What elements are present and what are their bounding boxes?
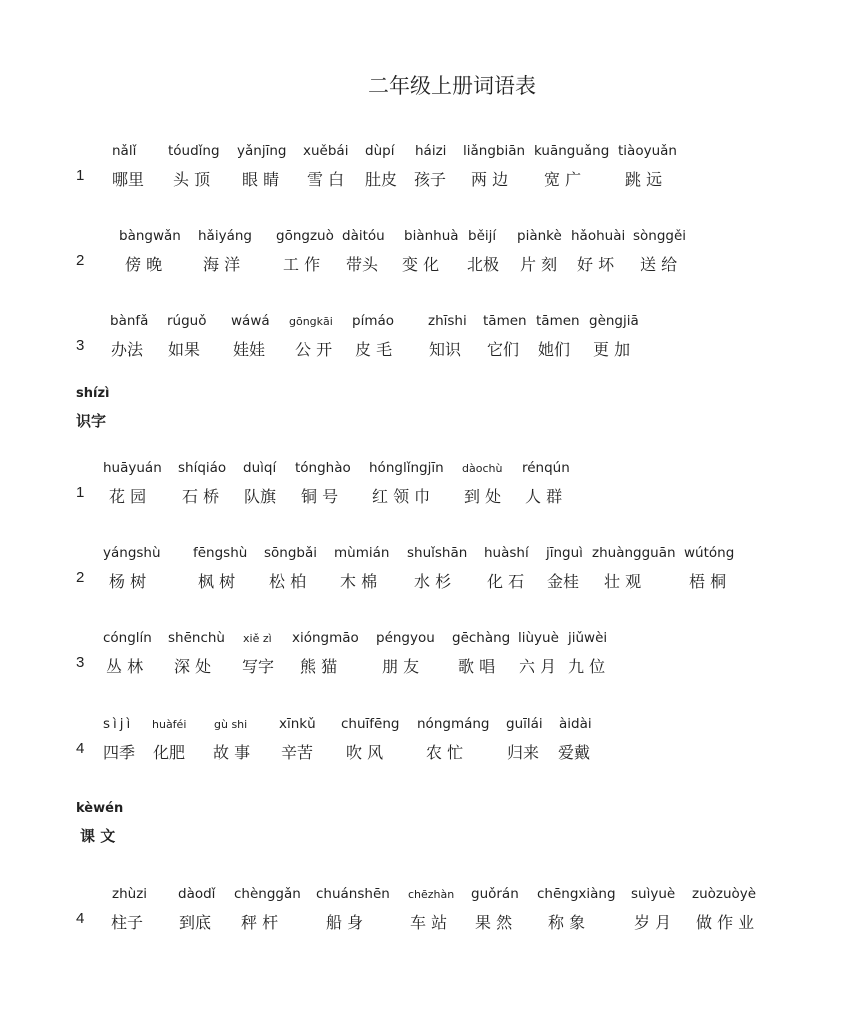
word-pinyin: shíqiáo: [178, 460, 227, 476]
word-pinyin: gèngjiā: [589, 313, 639, 329]
word-hanzi: 跳 远: [625, 170, 663, 189]
word-pinyin: zhīshi: [428, 313, 467, 329]
word-hanzi: 到底: [179, 913, 212, 932]
word-pinyin: tónghào: [295, 460, 351, 476]
word-hanzi: 歌 唱: [458, 657, 496, 676]
word-row-2-4: [0, 716, 860, 776]
row-number: 4: [76, 740, 85, 757]
word-pinyin: jiǔwèi: [568, 630, 608, 646]
word-pinyin: zuòzuòyè: [692, 886, 757, 902]
word-hanzi: 杨 树: [109, 572, 147, 591]
word-pinyin: tāmen: [483, 313, 527, 329]
word-pinyin: liǎngbiān: [463, 143, 526, 159]
word-hanzi: 船 身: [326, 913, 364, 932]
word-hanzi: 红 领 巾: [372, 487, 431, 506]
word-pinyin: jīnguì: [546, 545, 583, 561]
word-pinyin: huàshí: [484, 545, 529, 561]
section-heading-pinyin: shízì: [76, 386, 110, 401]
word-pinyin: gù shi: [214, 718, 248, 731]
word-hanzi: 带头: [346, 255, 379, 274]
word-pinyin: kuānguǎng: [534, 143, 610, 159]
word-pinyin: guǒrán: [471, 886, 519, 902]
word-hanzi: 秤 杆: [241, 913, 279, 932]
word-hanzi: 做 作 业: [696, 913, 755, 932]
word-pinyin: sōngbǎi: [264, 545, 318, 561]
word-pinyin: liùyuè: [518, 630, 559, 646]
word-hanzi: 木 棉: [340, 572, 378, 591]
word-row-2-1: [0, 460, 860, 520]
word-hanzi: 如果: [168, 340, 201, 359]
word-hanzi: 车 站: [410, 913, 448, 932]
word-pinyin: bàngwǎn: [119, 228, 181, 244]
row-number: 2: [76, 569, 85, 586]
word-row-1-1: [0, 143, 860, 203]
word-hanzi: 九 位: [568, 657, 606, 676]
word-hanzi: 眼 睛: [242, 170, 280, 189]
word-pinyin: chuīfēng: [341, 716, 400, 732]
word-hanzi: 梧 桐: [689, 572, 727, 591]
word-pinyin: mùmián: [334, 545, 390, 561]
word-pinyin: tóudǐng: [168, 143, 220, 159]
word-pinyin: chēngxiàng: [537, 886, 616, 902]
word-row-2-3: [0, 630, 860, 690]
word-hanzi: 农 忙: [426, 743, 464, 762]
word-pinyin: biànhuà: [404, 228, 459, 244]
word-pinyin: gōngzuò: [276, 228, 334, 244]
word-hanzi: 傍 晚: [125, 255, 163, 274]
word-pinyin: zhùzi: [112, 886, 148, 902]
word-hanzi: 知识: [429, 340, 462, 359]
word-pinyin: fēngshù: [193, 545, 248, 561]
word-pinyin: wútóng: [684, 545, 735, 561]
word-hanzi: 北极: [467, 255, 500, 274]
word-hanzi: 吹 风: [346, 743, 384, 762]
row-number: 4: [76, 910, 85, 927]
word-pinyin: àidài: [559, 716, 592, 732]
word-hanzi: 到 处: [464, 487, 502, 506]
section-heading: 课 文: [80, 827, 116, 845]
word-hanzi: 哪里: [112, 170, 145, 189]
word-pinyin: dàodǐ: [178, 886, 216, 902]
word-hanzi: 人 群: [525, 487, 563, 506]
word-hanzi: 送 给: [640, 255, 678, 274]
word-pinyin: háizi: [415, 143, 447, 159]
word-pinyin: chēzhàn: [408, 888, 455, 901]
row-number: 2: [76, 252, 85, 269]
word-hanzi: 更 加: [593, 340, 631, 359]
word-pinyin: nǎlǐ: [112, 143, 137, 159]
word-row-2-2: [0, 545, 860, 605]
word-pinyin: piànkè: [517, 228, 562, 244]
word-hanzi: 片 刻: [520, 255, 558, 274]
row-number: 3: [76, 654, 85, 671]
word-pinyin: zhuàngguān: [592, 545, 676, 561]
word-pinyin: hǎohuài: [571, 228, 626, 244]
word-hanzi: 水 杉: [414, 572, 452, 591]
row-number: 3: [76, 337, 85, 354]
word-pinyin: péngyou: [376, 630, 435, 646]
word-hanzi: 她们: [538, 340, 571, 359]
word-pinyin: xióngmāo: [292, 630, 359, 646]
word-hanzi: 雪 白: [307, 170, 345, 189]
word-pinyin: nóngmáng: [417, 716, 490, 732]
word-hanzi: 辛苦: [281, 743, 314, 762]
word-pinyin: guīlái: [506, 716, 543, 732]
word-pinyin: dàochù: [462, 462, 503, 475]
page-title: 二年级上册词语表: [368, 74, 536, 98]
word-hanzi: 头 顶: [173, 170, 211, 189]
word-pinyin: huāyuán: [103, 460, 162, 476]
word-pinyin: yángshù: [103, 545, 161, 561]
word-pinyin: xiě zì: [243, 632, 272, 645]
word-hanzi: 丛 林: [106, 657, 144, 676]
word-hanzi: 熊 猫: [300, 657, 338, 676]
word-row-3-1: [0, 886, 860, 946]
word-hanzi: 爱戴: [558, 743, 591, 762]
word-hanzi: 它们: [487, 340, 520, 359]
word-pinyin: chènggǎn: [234, 886, 301, 902]
row-number: 1: [76, 484, 85, 501]
word-hanzi: 娃娃: [233, 340, 266, 359]
word-hanzi: 好 坏: [577, 255, 615, 274]
word-pinyin: suìyuè: [631, 886, 676, 902]
word-pinyin: pímáo: [352, 313, 395, 329]
word-hanzi: 海 洋: [203, 255, 241, 274]
word-hanzi: 花 园: [109, 487, 147, 506]
section-heading-pinyin: kèwén: [76, 801, 124, 816]
word-pinyin: cónglín: [103, 630, 152, 646]
word-pinyin: bànfǎ: [110, 313, 149, 329]
word-hanzi: 公 开: [295, 340, 333, 359]
word-hanzi: 写字: [242, 657, 275, 676]
word-pinyin: hǎiyáng: [198, 228, 252, 244]
word-hanzi: 肚皮: [365, 170, 398, 189]
word-hanzi: 归来: [507, 743, 540, 762]
word-pinyin: rúguǒ: [167, 313, 207, 329]
word-pinyin: gōngkāi: [289, 315, 333, 328]
word-hanzi: 工 作: [283, 255, 321, 274]
word-pinyin: gēchàng: [452, 630, 511, 646]
word-pinyin: rénqún: [522, 460, 570, 476]
word-pinyin: chuánshēn: [316, 886, 390, 902]
word-pinyin: wáwá: [231, 313, 270, 329]
word-hanzi: 枫 树: [198, 572, 236, 591]
word-hanzi: 办法: [111, 340, 144, 359]
word-pinyin: hónglǐngjīn: [369, 460, 444, 476]
word-hanzi: 两 边: [471, 170, 509, 189]
word-hanzi: 队旗: [244, 487, 277, 506]
word-hanzi: 皮 毛: [355, 340, 393, 359]
word-pinyin: dàitóu: [342, 228, 385, 244]
word-hanzi: 深 处: [174, 657, 212, 676]
word-hanzi: 化 石: [487, 572, 525, 591]
word-hanzi: 变 化: [402, 255, 440, 274]
word-pinyin: sònggěi: [633, 228, 687, 244]
word-pinyin: xīnkǔ: [279, 716, 316, 732]
word-pinyin: sìjì: [103, 716, 134, 732]
section-heading: 识字: [76, 412, 107, 430]
word-hanzi: 六 月: [519, 657, 557, 676]
word-hanzi: 柱子: [111, 913, 144, 932]
word-hanzi: 故 事: [213, 743, 251, 762]
word-pinyin: dùpí: [365, 143, 395, 159]
word-hanzi: 宽 广: [544, 170, 582, 189]
word-hanzi: 岁 月: [634, 913, 672, 932]
word-hanzi: 壮 观: [604, 572, 642, 591]
word-pinyin: xuěbái: [303, 143, 349, 159]
word-pinyin: yǎnjīng: [237, 143, 287, 159]
word-row-1-3: [0, 313, 860, 373]
word-hanzi: 孩子: [414, 170, 447, 189]
word-row-1-2: [0, 228, 860, 288]
word-hanzi: 称 象: [548, 913, 586, 932]
word-hanzi: 化肥: [153, 743, 186, 762]
word-pinyin: shuǐshān: [407, 545, 468, 561]
word-hanzi: 金桂: [547, 572, 580, 591]
word-hanzi: 松 柏: [269, 572, 307, 591]
word-hanzi: 朋 友: [382, 657, 420, 676]
word-pinyin: tāmen: [536, 313, 580, 329]
word-hanzi: 果 然: [475, 913, 513, 932]
word-hanzi: 四季: [103, 743, 136, 762]
word-hanzi: 石 桥: [182, 487, 220, 506]
word-hanzi: 铜 号: [301, 487, 339, 506]
word-pinyin: huàféi: [152, 718, 187, 731]
word-pinyin: duìqí: [243, 460, 277, 476]
word-pinyin: běijí: [468, 228, 497, 244]
word-pinyin: shēnchù: [168, 630, 225, 646]
word-pinyin: tiàoyuǎn: [618, 143, 677, 159]
row-number: 1: [76, 167, 85, 184]
